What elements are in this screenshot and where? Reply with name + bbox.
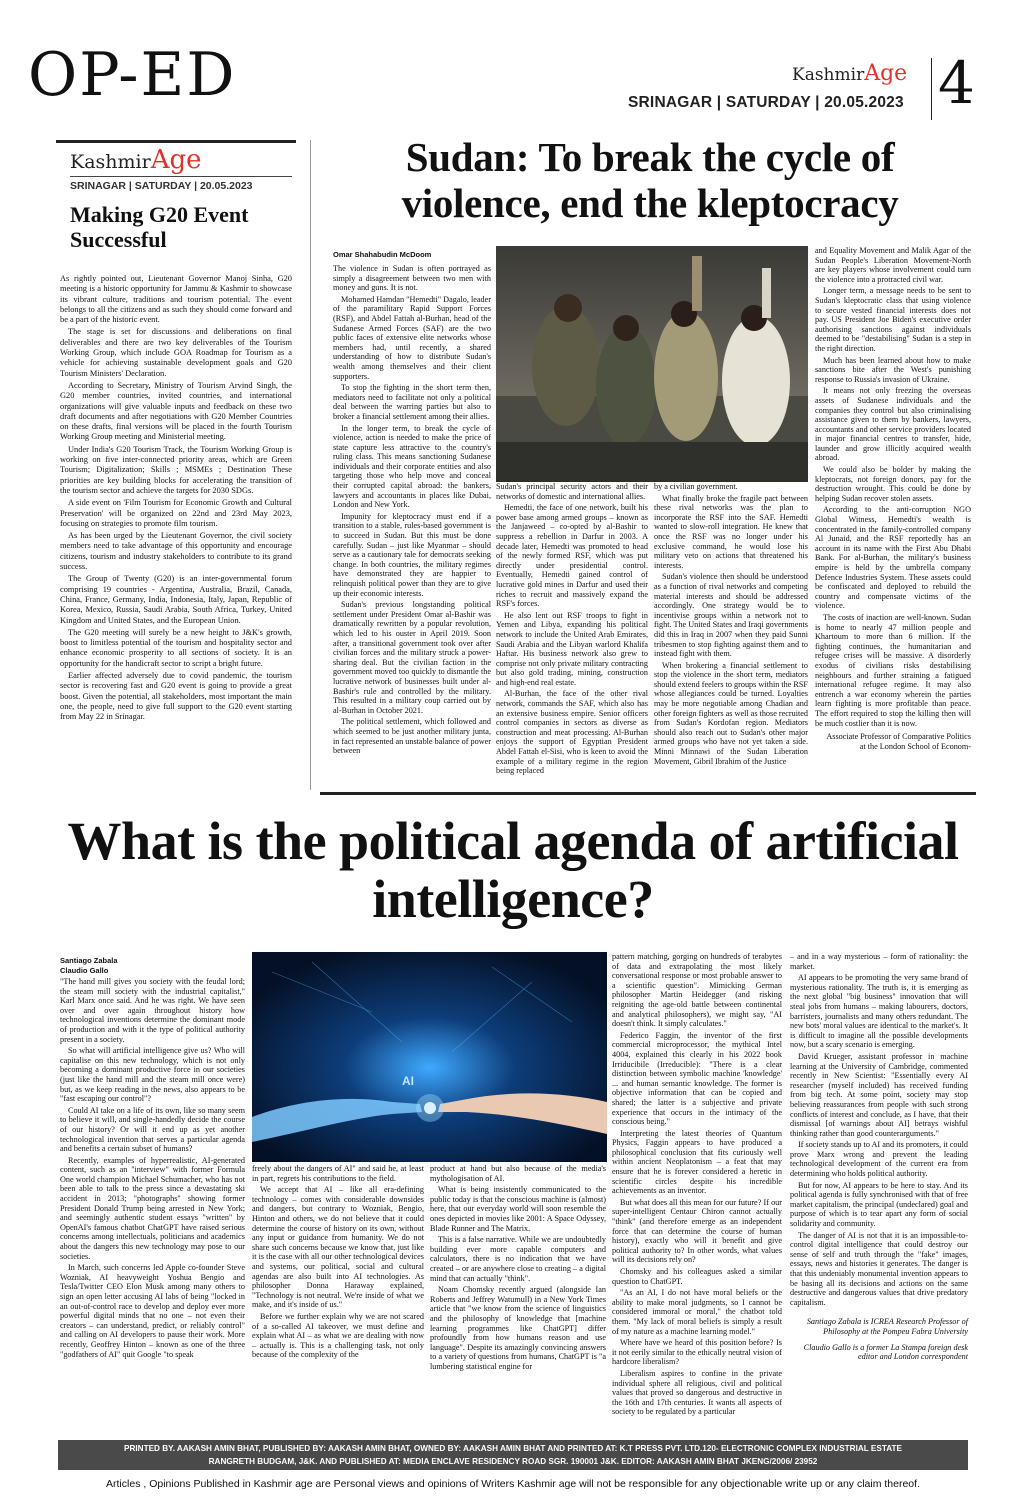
ai-paragraph: Noam Chomsky recently argued (alongside Ian Roberts and Jeffrey Watumull) in a New York Times article that "we know from the science of linguistics and the philosophy of knowledge that [machine learning programmes like ChatGPT] differ profoundly from how humans reason and use language". Despite its amazingly convincing answers to a variety of questions from humans, ChatGPT is "a lumbering statistical engine for [430, 1285, 606, 1371]
ai-paragraph: In March, such concerns led Apple co-founder Steve Wozniak, AI heavyweight Yoshua Bengio and Tesla/Twitter CEO Elon Musk among many others to sign an open letter accusing AI labs of being "locked in an out-of-control race to develop and deploy ever more powerful digital minds that no one – not even their creators – can understand, predict, or reliably control" and calling on AI developers to pause their work. More recently, Geoffrey Hinton – known as one of the three "godfathers of AI" quit Google "to speak [60, 1263, 245, 1359]
editorial-paragraph: A side event on 'Film Tourism for Economic Growth and Cultural Preservation' will be organized on 22nd and 23rd May 2023, focusing on strategies to promote film tourism. [60, 498, 292, 528]
sudan-paragraph: Sudan's previous longstanding political settlement under President Omar al-Bashir was dramatically rewritten by a popular revolution, which led to his ouster in April 2019. Soon after, a transitional government took over after civilian forces and the military struck a power-sharing deal. But the civilian faction in the government moved too quickly to dismantle the lucrative network of businesses built under al-Bashir's rule and controlled by the military. This resulted in a military coup carried out by al-Burhan in October 2021. [333, 600, 491, 715]
sudan-paragraph: by a civilian government. [654, 482, 738, 491]
sudan-paragraph: Much has been learned about how to make sanctions bite after the West's punishing response to Russia's invasion of Ukraine. [815, 355, 971, 384]
sudan-byline: Omar Shahabudin McDoom [333, 250, 432, 259]
disclaimer: Articles , Opinions Published in Kashmir age are Personal views and opinions of Writers Kashmir age will not be responsible for any objectionable write up or any claim thereof. [106, 1478, 920, 1490]
editorial-body [60, 274, 292, 724]
sudan-paragraph: and Equality Movement and Malik Agar of the Sudan People's Liberation Movement-North are key players whose involvement could turn the violence into a protracted civil war. [815, 246, 971, 284]
masthead-logo [792, 62, 907, 86]
sudan-col-2 [496, 482, 648, 778]
sudan-paragraph: Mohamed Hamdan "Hemedti" Dagalo, leader of the paramilitary Rapid Support Forces (RSF), and Abdel Fattah al-Burhan, head of the Sudanese Armed Forces (SAF) are the two public faces of extensive elite networks whose members had, until recently, a shared understanding of how to distribute Sudan's wealth among themselves and their client supporters. [333, 294, 491, 381]
editorial-brand-first: Kashmir [70, 151, 151, 173]
sudan-paragraph: Impunity for kleptocracy must end if a transition to a stable, rules-based government is to succeed in Sudan. But this must be done carefully. Sudan – just like Myanmar – should serve as a cautionary tale for democrats seeking change. In both countries, the military regimes have demonstrated they are happier to relinquish political power than they are to give up their economic interests. [333, 511, 491, 598]
imprint-line-2: RANGRETH BUDGAM, J&K. AND PUBLISHED AT: MEDIA ENCLAVE RESIDENCY ROAD SGR. 190001 J&K. EDITOR: AAKASH AMIN BHAT JKENG/2006/ 23952 [208, 1457, 818, 1466]
sudan-col-4 [815, 246, 971, 753]
editorial-frame-top [56, 140, 296, 143]
editorial-paragraph: Earlier affected adversely due to covid pandemic, the tourism sector is recovering fast and G20 event is going to provide a great boost. Given the potential, all stakeholders, most important the main one, the people, need to give full support to the G20 event starting from May 22 in Srinagar. [60, 670, 292, 722]
ai-paragraph: This is a false narrative. While we are undoubtedly building ever more capable computers and calculators, there is no indication that we have created – or are anywhere close to creating – a digital mind that can actually "think". [430, 1235, 606, 1283]
ai-paragraph: Liberalism aspires to confine in the private individual sphere all religious, civil and political values that proved so dangerous and destructive in the 16th and 17th centuries. It wants all aspects of society to be regulated by a particular [612, 1368, 782, 1417]
ai-paragraph: The danger of AI is not that it is an impossible-to-control digital intelligence that could destroy our sense of self and truth through the "fake" images, essays, news and histories it generates. The danger is that this undeniably monumental invention appears to be basing all its decisions and actions on the same destructive and dangerous values that drive predatory capitalism. [790, 1230, 968, 1307]
ai-paragraph: Where have we heard of this position before? Is it not eerily similar to the ethically neutral vision of hardcore liberalism? [612, 1338, 782, 1367]
sudan-headline: Sudan: To break the cycle of violence, end the kleptocracy [401, 134, 899, 226]
editorial-dateline: SRINAGAR | SATURDAY | 20.05.2023 [70, 180, 253, 192]
ai-byline-2: Claudio Gallo [60, 966, 109, 975]
ai-paragraph: Recently, examples of hyperrealistic, AI-generated content, such as an "interview" with former Formula One world champion Michael Schumacher, who has not been able to talk to the press since a devastating ski accident in 2013; "photographs" showing former President Donald Trump being arrested in New York; and seemingly authentic student essays "written" by OpenAI's famous chatbot ChatGPT have raised serious concerns among intellectuals, politicians and academics about the dangers this new technology may pose to our societies. [60, 1155, 245, 1261]
editorial-logo-rule [70, 176, 292, 177]
ai-paragraph: But for now, AI appears to be here to stay. And its political agenda is fully synchronised with that of free market capitalism, the principal (undeclared) goal and purpose of which is to tear apart any form of social solidarity and community. [790, 1180, 968, 1229]
sudan-paragraph: The political settlement, which followed and which seemed to be just another military junta, in fact represented an unstable balance of power between [333, 717, 491, 756]
ai-paragraph: pattern matching, gorging on hundreds of terabytes of data and extrapolating the most likely conversational response or most probable answer to a scientific question". Mimicking German philosopher Martin Heidegger (and risking reigniting the age-old battle between continental and analytical philosophers), we might say, "AI doesn't think. It simply calculates." [612, 952, 782, 1029]
ai-paragraph: – and in a way mysterious – form of rationality: the market. [790, 952, 968, 971]
sudan-paragraph: According to the anti-corruption NGO Global Witness, Hemedti's wealth is concentrated in the family-controlled company Al Junaid, and the RSF reportedly has an account in its name with the First Abu Dhabi Bank. For al-Burhan, the military's business empire is held by the umbrella company Defence Industries System. These assets could be confiscated and deployed to rebuild the country and compensate victims of the violence. [815, 505, 971, 611]
brand-second: Age [864, 61, 908, 86]
sudan-paragraph: Sudan's principal security actors and their networks of domestic and international allies. [496, 482, 648, 501]
ai-col-1 [60, 977, 245, 1361]
sudan-photo [496, 246, 808, 482]
ai-col-4 [612, 952, 782, 1419]
ai-paragraph: Could AI take on a life of its own, like so many seem to believe it will, and single-handedly decide the course of our history? Or will it end up as yet another technological invention that serves a particular agenda and benefits a certain subset of humans? [60, 1105, 245, 1154]
section-divider [320, 792, 976, 795]
editorial-paragraph: As has been urged by the Lieutenant Governor, the civil society members need to take advantage of this opportunity and encourage citizens, tourism and industry stakeholders to contribute to its grand success. [60, 531, 292, 572]
sudan-paragraph: The costs of inaction are well-known. Sudan is home to nearly 47 million people and Khartoum to more than 6 million. If the fighting continues, the humanitarian and refugee crises will be massive. A disorderly exodus of civilians risks destabilising neighbours and further straining a fatigued international refugee regime. It may also entrench a war economy wherein the parties learn fighting is more profitable than peace. The effort required to stop the killing then will be much costlier than it is now. [815, 612, 971, 728]
editorial-logo [70, 145, 202, 175]
ai-paragraph: Chomsky and his colleagues asked a similar question to ChatGPT. [612, 1267, 782, 1286]
sudan-col-1 [333, 264, 491, 758]
editorial-side-rule [310, 140, 311, 790]
ai-paragraph: product at hand but also because of the media's mythologisation of AI. [430, 1164, 606, 1183]
sudan-paragraph: To stop the fighting in the short term then, mediators need to facilitate not only a political deal between the warring parties but also to broker a financial settlement among their allies. [333, 383, 491, 421]
ai-paragraph: If society stands up to AI and its promoters, it could prove Marx wrong and prevent the leading technological development of the current era from determining who holds political authority. [790, 1140, 968, 1179]
editorial-paragraph: The stage is set for discussions and deliberations on final deliverables and there are two key deliverables of the Tourism Working Group, which include GOA Roadmap for Tourism as a vehicle for achieving sustainable development goals and G20 Tourism Ministers' Declaration. [60, 327, 292, 378]
sudan-paragraph: Hemedti, the face of one network, built his power base among armed groups – known as the Janjaweed – co-opted by al-Bashir to suppress a rebellion in Darfur in 2003. A decade later, Hemedti was promoted to head of the newly formed RSF, which was put directly under presidential control. Eventually, Hemedti gained control of lucrative gold mines in Darfur and used their riches to recruit and massively expand the RSF's forces. [496, 503, 648, 609]
ai-paragraph: Interpreting the latest theories of Quantum Physics, Faggin appears to have produced a philosophical conclusion that fits curiously well within ancient Neoplatonism – a feat that may ensure that he is forever considered a heretic in scientific circles despite his incredible achievements as an inventor. [612, 1128, 782, 1196]
sudan-paragraph: Al-Burhan, the face of the other rival network, commands the SAF, which also has an extensive business empire. Senior officers control companies in sectors as diverse as construction and meat processing. Al-Burhan enjoys the support of Egyptian President Abdel Fattah el-Sisi, who is keen to avoid the example of a military regime in the region being replaced [496, 689, 648, 776]
ai-author-note-1: Santiago Zabala is ICREA Research Professor of Philosophy at the Pompeu Fabra University [806, 1317, 968, 1336]
ai-author-note-2: Claudio Gallo is a former La Stampa foreign desk editor and London correspondent [803, 1342, 968, 1362]
ai-byline-1: Santiago Zabala [60, 956, 118, 965]
imprint-bar [58, 1440, 968, 1470]
ai-paragraph: freely about the dangers of AI" and said he, at least in part, regrets his contributions to the field. [252, 1164, 424, 1183]
sudan-paragraph: Sudan's violence then should be understood as a function of rival networks and competing material interests and should be addressed accordingly. One strategy would be to incentivise groups within a network not to fight. The United States and Iraqi governments did this in Iraq in 2007 when they paid Sunni tribesmen to stop fighting against them and to instead fight with them. [654, 572, 808, 659]
imprint-line-1: PRINTED BY. AAKASH AMIN BHAT, PUBLISHED BY: AAKASH AMIN BHAT, OWNED BY: AAKASH AMIN BHAT AND PRINTED AT: K.T PRESS PVT. LTD.120- ELECTRONIC COMPLEX INDUSTRIAL ESTATE [124, 1444, 902, 1453]
editorial-paragraph: As rightly pointed out, Lieutenant Governor Manoj Sinha, G20 meeting is a historic opportunity for Jammu & Kashmir to showcase its vibrant culture, traditions and tourism potential. The event belongs to all the citizens and as such they should come forward and be a part of the historic event. [60, 274, 292, 325]
ai-paragraph: But what does all this mean for our future? If our super-intelligent Centaur Chiron cannot actually "think" (and therefore emerge as an independent force that can determine the course of human history), exactly who will it benefit and give political authority to? In other words, what values will its decisions rely on? [612, 1197, 782, 1265]
editorial-paragraph: According to Secretary, Ministry of Tourism Arvind Singh, the G20 member countries, invited countries, and international organizations will give valuable inputs and feedback on these two draft documents and after negotiations with G20 Member Countries on these drafts, final versions will be placed in the fourth Tourism Working Group meeting and Ministerial meeting. [60, 380, 292, 442]
editorial-brand-second: Age [150, 145, 202, 175]
ai-paragraph: "As an AI, I do not have moral beliefs or the ability to make moral judgments, so I cannot be considered immoral or moral," the chatbot told them. "My lack of moral beliefs is simply a result of my nature as a machine learning model." [612, 1288, 782, 1336]
ai-paragraph: What is being insistently communicated to the public today is that the conscious machine is (almost) here, that our everyday world will soon resemble the ones depicted in movies like 2001: A Space Odyssey, Blade Runner and The Matrix. [430, 1185, 606, 1233]
sudan-paragraph: Longer term, a message needs to be sent to Sudan's kleptocratic class that using violence to secure vested financial interests does not pay. US President Joe Biden's executive order authorising sanctions against individuals deemed to be "destabilising" Sudan is a step in the right direction. [815, 286, 971, 353]
ai-col-2 [252, 1164, 424, 1362]
ai-paragraph: "The hand mill gives you society with the feudal lord; the steam mill society with the industrial capitalist," Karl Marx once said. And he was right. We have seen over and over again throughout history how technological inventions determine the dominant mode of production and with it the type of political authority present in a society. [60, 977, 245, 1044]
ai-photo [252, 952, 607, 1162]
editorial-paragraph: Under India's G20 Tourism Track, the Tourism Working Group is working on five inter-connected priority areas, which are Green Tourism; Digitalization; Skills ; MSMEs ; Destination These priorities are key building blocks for accelerating the transition of the tourism sector and achieve the targets for 2030 SDGs. [60, 444, 292, 495]
ai-col-5 [790, 952, 968, 1364]
brand-first: Kashmir [792, 65, 865, 85]
ai-photo-label: AI [402, 1074, 414, 1088]
sudan-paragraph: In the longer term, to break the cycle of violence, action is needed to make the price of state capture less attractive to the country's ruling class. This means sanctioning Sudanese individuals and their corporate entities and also targeting those who help move and conceal their corrupted capital abroad: the bankers, lawyers and accountants in places like Dubai, London and New York. [333, 423, 491, 510]
ai-paragraph: We accept that AI – like all era-defining technology – comes with considerable downsides and dangers, but contrary to Wozniak, Bengio, Hinton and others, we do not believe that it could determine the course of history on its own, without any input or guidance from humanity. We do not share such concerns because we know that, just like it is the case with all our other technological devices and systems, our political, social and cultural agendas are also built into AI technologies. As philosopher Donna Haraway explained, "Technology is not neutral. We're inside of what we make, and it's inside of us." [252, 1185, 424, 1310]
ai-headline: What is the political agenda of artificial intelligence? [67, 811, 959, 929]
sudan-paragraph: We could also be bolder by making the kleptocrats, not foreign donors, pay for the destruction wrought. This could be done by helping Sudan recover stolen assets. [815, 465, 971, 503]
ai-paragraph: Before we further explain why we are not scared of a so-called AI takeover, we must define and explain what AI – as what we are dealing with now – actually is. This is a challenging task, not only because of the complexity of the [252, 1311, 424, 1360]
sudan-paragraph: He also lent out RSF troops to fight in Yemen and Libya, expanding his political network to include the United Arab Emirates, Saudi Arabia and the Libyan warlord Khalifa Haftar. His business network also grew to comprise not only private military contracting but also gold trading, mining, construction and high-end real estate. [496, 610, 648, 687]
sudan-photo-art [496, 246, 808, 482]
section-title: OP-ED [28, 40, 237, 110]
sudan-paragraph: What finally broke the fragile pact between these rival networks was the plan to incorporate the RSF into the SAF. Hemedti wanted to slow-roll integration. He knew that once the RSF was no longer under his exclusive command, he would lose his military veto on actions that threatened his interests. [654, 493, 808, 570]
sudan-paragraph: It means not only freezing the overseas assets of Sudanese individuals and the companies they control but also criminalising assistance given to them by bankers, lawyers, accountants and other service providers located in major financial centres to transfer, hide, launder and grow illicitly acquired wealth abroad. [815, 386, 971, 463]
editorial-paragraph: The Group of Twenty (G20) is an inter-governmental forum comprising 19 countries - Argentina, Australia, Brazil, Canada, China, France, Germany, India, Indonesia, Italy, Japan, Republic of Korea, Mexico, Russia, Saudi Arabia, South Africa, Turkey, United Kingdom and United States, and the European Union. [60, 574, 292, 625]
sudan-paragraph: The violence in Sudan is often portrayed as simply a disagreement between two men with money and guns. It is not. [333, 264, 491, 293]
ai-paragraph: Federico Faggin, the inventor of the first commercial microprocessor, the mythical Intel 4004, explained this clearly in his 2022 book Irriducibile (Irreducible): "There is a clear distinction between symbolic machine 'knowledge' ... and human semantic knowledge. The former is objective information that can be copied and shared; the latter is a subjective and private experience that occurs in the intimacy of the conscious being." [612, 1030, 782, 1127]
ai-photo-art [252, 952, 607, 1162]
header-divider [931, 58, 932, 120]
page-number: 4 [938, 49, 975, 117]
ai-paragraph: David Krueger, assistant professor in machine learning at the University of Cambridge, commented recently in New Scientist: "Essentially every AI researcher (myself included) has received funding from big tech. At some point, society may stop believing reassurances from people with such strong conflicts of interest and conclude, as I have, that their dismissal [of warnings about AI] betrays wishful thinking rather than good counterarguments." [790, 1051, 968, 1138]
editorial-box [56, 140, 296, 788]
sudan-author-note: Associate Professor of Comparative Politics at the London School of Econom- [826, 732, 971, 751]
editorial-paragraph: The G20 meeting will surely be a new height to J&K's growth, boost to limitless potential of the tourism and hospitality sector and enhance economic prosperity to all sections of society. It is an opportunity for the handicraft sector to script a bright future. [60, 627, 292, 668]
ai-col-3 [430, 1164, 606, 1373]
sudan-col-3 [654, 482, 808, 768]
header-dateline: SRINAGAR | SATURDAY | 20.05.2023 [628, 94, 904, 111]
ai-paragraph: So what will artificial intelligence give us? Who will capitalise on this new technology, which is not only becoming a dominant productive force in our societies (just like the hand mill and the steam mill once were) but, as we keep reading in the news, also appears to be "fast escaping our control"? [60, 1046, 245, 1104]
ai-paragraph: AI appears to be promoting the very same brand of mysterious rationality. The truth is, it is emerging as the next global "big business" innovation that will steal jobs from humans – making labourers, doctors, barristers, journalists and many others redundant. The new bots' moral values are identical to the market's. It is difficult to imagine all the possible developments now, but a scary scenario is emerging. [790, 973, 968, 1050]
sudan-paragraph: When brokering a financial settlement to stop the violence in the short term, mediators should extend feelers to groups within the RSF whose allegiances could be turned. Loyalties may be more negotiable among Chadian and other foreign fighters as well as those recruited from Sudan's Kordofan region. Mediators should also reach out to Sudan's other major armed groups who have not yet taken a side. Minni Minnawi of the Sudan Liberation Movement, Gibril Ibrahim of the Justice [654, 660, 808, 766]
editorial-title: Making G20 Event Successful [70, 202, 249, 252]
